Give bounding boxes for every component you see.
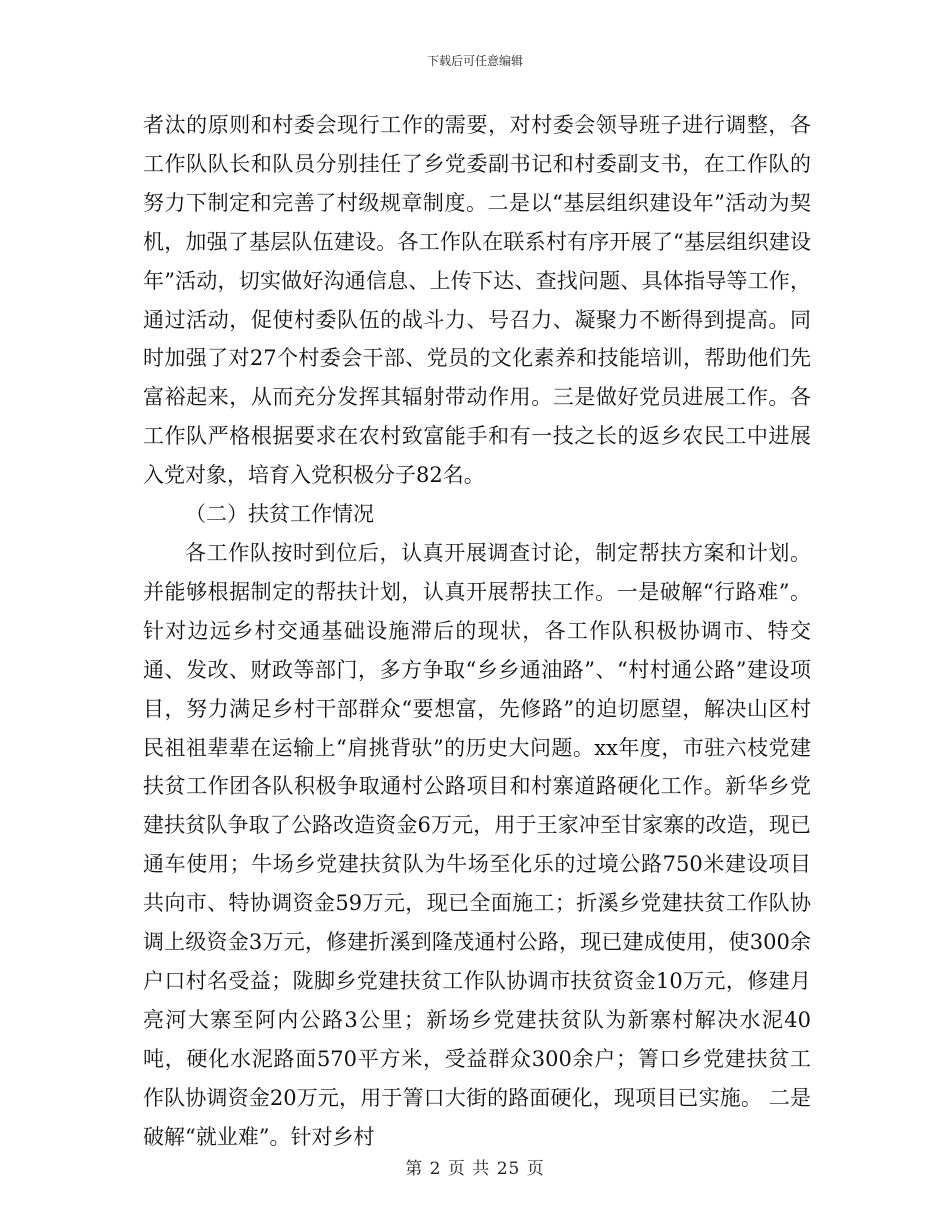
section-heading-poverty-alleviation: （二）扶贫工作情况 [185,502,374,527]
paragraph-poverty-alleviation: 各工作队按时到位后，认真开展调查讨论，制定帮扶方案和计划。并能够根据制定的帮扶计划，认真开展帮扶工作。一是破解“行路难”。针对边远乡村交通基础设施滞后的现状，各工作队积极协调市、特交通、发改、财政等部门，多方争取“乡乡通油路”、“村村通公路”建设项目，努力满足乡村干部群众“要想富，先修路”的迫切愿望，解决山区村民祖祖辈辈在运输上“肩挑背驮”的历史大问题。xx年度，市驻六枝党建扶贫工作团各队积极争取通村公路项目和村寨道路硬化工作。新华乡党建扶贫队争取了公路改造资金6万元，用于王家冲至甘家寨的改造，现已通车使用；牛场乡党建扶贫队为牛场至化乐的过境公路750米建设项目共向市、特协调资金59万元，现已全面施工；折溪乡党建扶贫工作队协调上级资金3万元，修建折溪到隆茂通村公路，现已建成使用，使300余户口村名受益；陇脚乡党建扶贫工作队协调市扶贫资金10万元，修建月亮河大寨至阿内公路3公里；新场乡党建扶贫队为新寨村解决水泥40吨，硬化水泥路面570平方米，受益群众300余户；箐口乡党建扶贫工作队协调资金20万元，用于箐口大街的路面硬化，现项目已实施。 二是破解“就业难”。针对乡村 [143,540,811,1149]
paragraph-party-building: 者汰的原则和村委会现行工作的需要，对村委会领导班子进行调整，各工作队队长和队员分别挂任了乡党委副书记和村委副支书，在工作队的努力下制定和完善了村级规章制度。二是以“基层组织建设年”活动为契机，加强了基层队伍建设。各工作队在联系村有序开展了“基层组织建设年”活动，切实做好沟通信息、上传下达、查找问题、具体指导等工作，通过活动，促使村委队伍的战斗力、号召力、凝聚力不断得到提高。同时加强了对27个村委会干部、党员的文化素养和技能培训，帮助他们先富裕起来，从而充分发挥其辐射带动作用。三是做好党员进展工作。各工作队严格根据要求在农村致富能手和有一技之长的返乡农民工中进展入党对象，培育入党积极分子82名。 [143,113,811,488]
document-body [143,106,811,1156]
page-number-footer: 第 2 页 共 25 页 [405,1159,545,1179]
page-header: 下载后可任意编辑 [426,54,523,68]
